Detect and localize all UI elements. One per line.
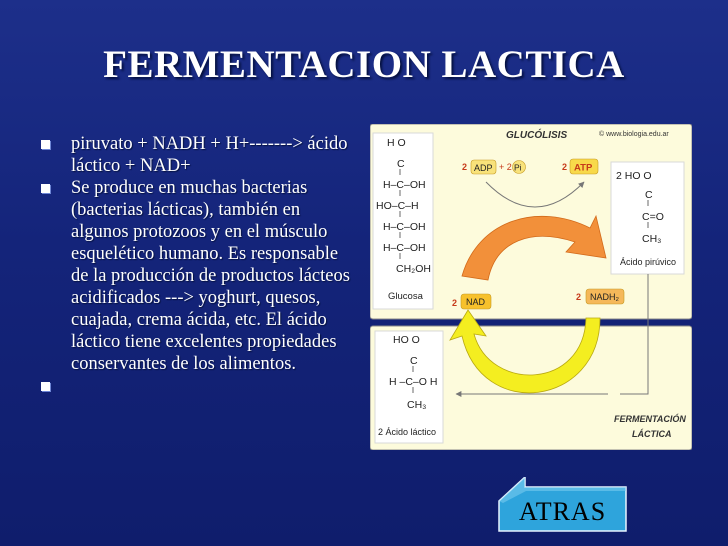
lactate-label: 2 Ácido láctico [378,427,437,437]
pyruvate-row: C [645,189,653,201]
square-bullet-icon [41,140,50,149]
bullet-item [38,375,353,397]
glucose-row: HO–C–H [376,200,419,212]
atp-coefficient: 2 [562,162,568,172]
bullet-item [38,177,353,375]
copyright-text: © www.biologia.edu.ar [599,131,669,138]
fermentation-label-line2: LÁCTICA [632,429,672,439]
back-button[interactable] [498,477,627,532]
lactate-row: CH₃ [407,399,427,411]
fermentation-label-line1: FERMENTACIÓN [614,414,686,424]
bullet-list [38,133,353,397]
pyruvate-label: Ácido pirúvico [620,257,677,267]
square-bullet-icon [41,184,50,193]
back-button-label: ATRAS [518,497,607,526]
glucose-row: H–C–OH [383,221,426,233]
adp-label: ADP [474,163,493,173]
glucose-row: C [397,158,405,170]
bullet-item [38,133,353,177]
nad-label: NAD [466,297,486,307]
lactate-row: C [410,355,418,367]
glycolysis-label: GLUCÓLISIS [506,130,568,141]
adp-coefficient: 2 [462,162,468,172]
lactate-row: HO O [393,334,420,346]
slide-title: FERMENTACION LACTICA [103,43,625,86]
bullet-text [71,376,76,396]
glucose-row: H O [387,137,406,149]
glucose-row: H–C–OH [383,242,426,254]
lactic-fermentation-diagram [370,124,692,450]
bullet-text: Se produce en muchas bacterias (bacterias lácticas), también en algunos protozoos y en el músculo esquelético humano. Es responsable de la producción de productos lácteos acidificados ---> yoghurt, quesos, cuajada, crema ácida, etc. El ácido láctico tiene excelentes propiedades conservantes de los alimentos. [71,178,350,374]
pyruvate-row: CH₃ [642,233,662,245]
pi-label: Pi [514,162,522,173]
atp-label: ATP [574,162,593,174]
lactate-row: H –C–O H [389,376,438,388]
bullet-text: piruvato + NADH + H+-------> ácido láctico + NAD+ [71,134,348,176]
square-bullet-icon [41,382,50,391]
glucose-row: H–C–OH [383,179,426,191]
nad-coefficient: 2 [452,298,458,308]
glucose-label: Glucosa [388,291,423,302]
nadh-coefficient: 2 [576,292,582,302]
nadh-label: NADH₂ [590,292,619,302]
plus-two-text: + 2 [499,162,512,172]
pyruvate-row: C=O [642,211,664,223]
pyruvate-row: 2 HO O [616,170,652,182]
glucose-row: CH₂OH [396,263,431,275]
